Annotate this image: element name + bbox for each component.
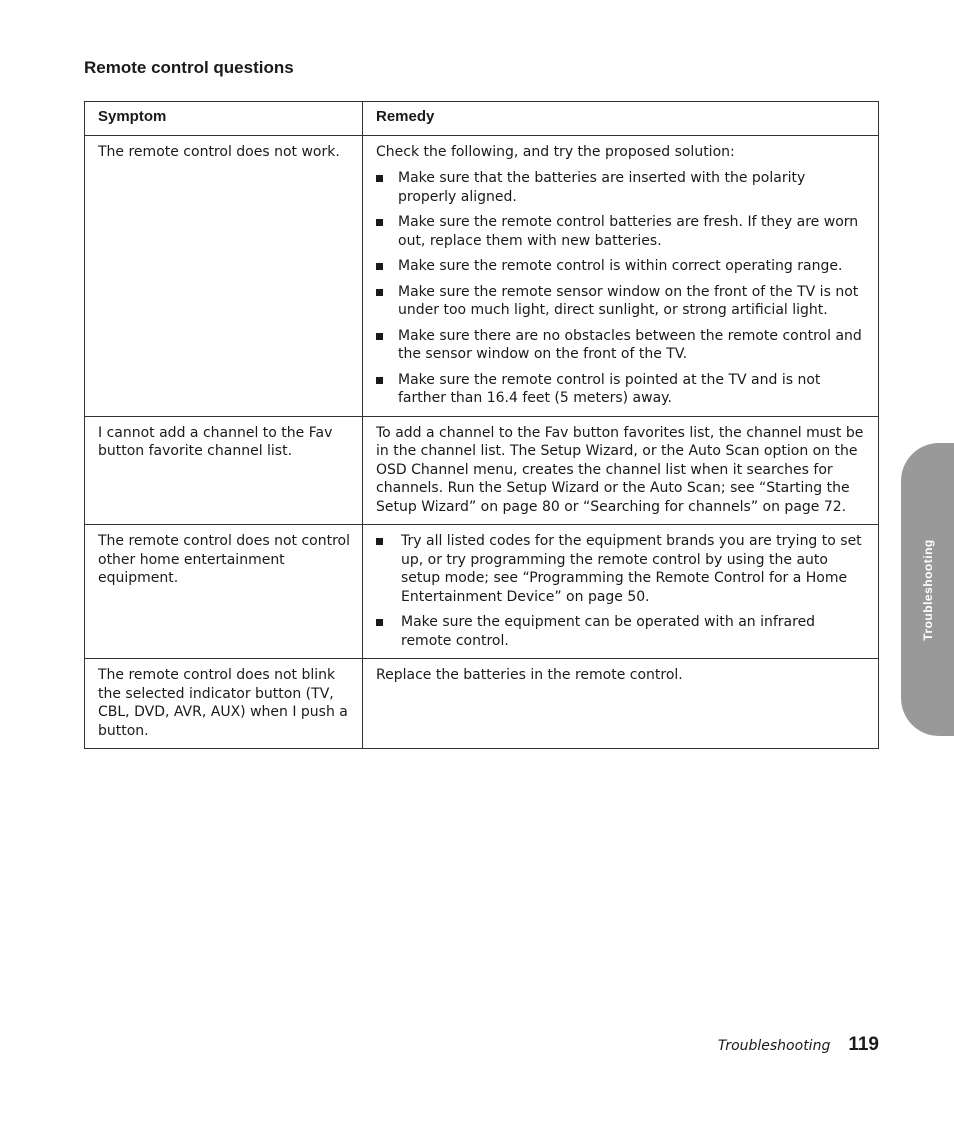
remedy-item-text: Make sure that the batteries are inserted with the polarity properly aligned.: [398, 170, 806, 205]
remedy-item-text: Make sure the remote control batteries are fresh. If they are worn out, replace them with new batteries.: [398, 214, 859, 249]
remedy-list-item: [376, 532, 868, 606]
square-bullet-icon: [376, 219, 383, 226]
remedy-list-item: [376, 257, 868, 276]
remedy-list-item: [376, 169, 868, 206]
remedy-list: [376, 532, 868, 650]
remedy-list-item: [376, 613, 868, 650]
remedy-list-item: [376, 371, 868, 408]
table-row: [85, 135, 879, 416]
table-row: [85, 416, 879, 525]
remedy-cell: Replace the batteries in the remote control.: [363, 659, 879, 749]
side-tab-label: Troubleshooting: [921, 539, 935, 641]
remedy-list-item: [376, 327, 868, 364]
symptom-cell: The remote control does not work.: [85, 135, 363, 416]
footer-section-label: Troubleshooting: [717, 1038, 831, 1054]
symptom-header: Symptom: [85, 102, 363, 136]
symptom-cell: The remote control does not control other home entertainment equipment.: [85, 525, 363, 659]
remedy-list: [376, 169, 868, 408]
page-number: 119: [848, 1034, 879, 1055]
square-bullet-icon: [376, 289, 383, 296]
remedy-item-text: Make sure the remote control is within correct operating range.: [398, 258, 843, 274]
remedy-item-text: Make sure the equipment can be operated with an infrared remote control.: [401, 614, 816, 649]
table-row: [85, 525, 879, 659]
page-footer: [718, 1034, 879, 1056]
remedy-header: Remedy: [363, 102, 879, 136]
remedy-list-item: [376, 213, 868, 250]
remedy-cell: [363, 135, 879, 416]
remedy-list-item: [376, 283, 868, 320]
table-header-row: [85, 102, 879, 136]
remedy-item-text: Make sure there are no obstacles between the remote control and the sensor window on the front of the TV.: [398, 327, 862, 362]
remedy-item-text: Make sure the remote control is pointed at the TV and is not farther than 16.4 feet (5 meters) away.: [398, 371, 821, 406]
remedy-item-text: Make sure the remote sensor window on the front of the TV is not under too much light, direct sunlight, or strong artificial light.: [398, 283, 859, 318]
square-bullet-icon: [376, 333, 383, 340]
remedy-item-text: Try all listed codes for the equipment brands you are trying to set up, or try programming the remote control by using the auto setup mode; see “Programming the Remote Control for a Home Entertainment Device” on page 50.: [401, 533, 862, 605]
table-row: [85, 659, 879, 749]
remote-control-questions-table: [84, 101, 879, 749]
square-bullet-icon: [376, 538, 383, 545]
remedy-cell: [363, 525, 879, 659]
symptom-cell: The remote control does not blink the selected indicator button (TV, CBL, DVD, AVR, AUX) when I push a button.: [85, 659, 363, 749]
remedy-cell: To add a channel to the Fav button favorites list, the channel must be in the channel list. The Setup Wizard, or the Auto Scan option on the OSD Channel menu, creates the channel list when it searches for channels. Run the Setup Wizard or the Auto Scan; see “Starting the Setup Wizard” on page 80 or “Searching for channels” on page 72.: [363, 416, 879, 525]
square-bullet-icon: [376, 175, 383, 182]
remedy-intro: Check the following, and try the proposed solution:: [376, 143, 735, 160]
square-bullet-icon: [376, 263, 383, 270]
symptom-cell: I cannot add a channel to the Fav button favorite channel list.: [85, 416, 363, 525]
square-bullet-icon: [376, 377, 383, 384]
section-title: Remote control questions: [84, 58, 294, 77]
square-bullet-icon: [376, 619, 383, 626]
